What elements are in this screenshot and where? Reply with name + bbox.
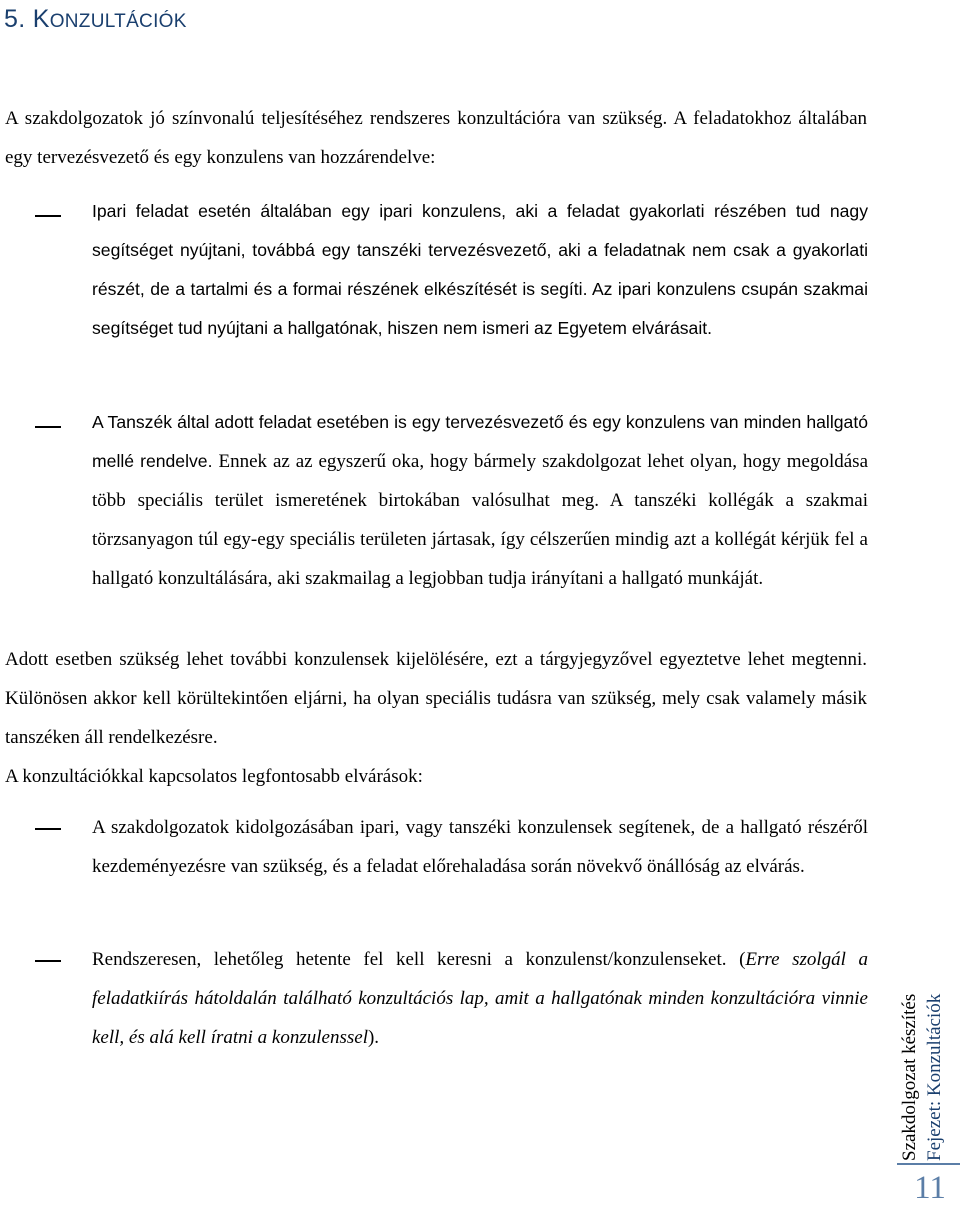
- page-footer: [897, 945, 953, 1161]
- footer-divider: [897, 1163, 960, 1165]
- chapter-name: Konzultációk: [924, 993, 945, 1097]
- list-item-initiative: A szakdolgozatok kidolgozásában ipari, vagy tanszéki konzulensek segítenek, de a hallgató részéről kezdeményezésre van szükség, és a feladat előrehaladása során növekvő önállóság az elvárás.: [92, 817, 868, 877]
- page-number: 11: [914, 1170, 946, 1206]
- regular-visits-end: ).: [367, 1027, 380, 1048]
- list-item-department-sentence-1: A Tanszék által adott feladat esetében is egy tervezésvezető és egy konzulens van minden hallgató mellé rendelve.: [92, 412, 868, 471]
- list-dash-icon: [35, 215, 61, 217]
- intro-sentence-1: A szakdolgozatok jó színvonalú teljesítéséhez rendszeres konzultációra van szükség.: [5, 108, 674, 129]
- regular-visits-note: Erre szolgál a feladatkiírás hátoldalán található konzultációs lap, amit a hallgatónak minden konzultációra vinnie kell, és alá kell íratni a konzulenssel: [92, 949, 869, 1048]
- chapter-reference: [922, 945, 947, 1161]
- chapter-title-rest: ONZULTÁCIÓK: [49, 11, 187, 32]
- chapter-title-initial: K: [32, 5, 50, 33]
- list-item-regular-visits: [92, 940, 868, 1057]
- regular-visits-sentence: Rendszeresen, lehetőleg hetente fel kell keresni a konzulenst/konzulenseket. (: [92, 949, 746, 970]
- additional-consultants-paragraph: Adott esetben szükség lehet további konzulensek kijelölésére, ezt a tárgyjegyzővel egyeztetve lehet megtenni. Különösen akkor kell körültekintően eljárni, ha olyan speciális tudásra van szükség, mely csak valamely másik tanszéken áll rendelkezésre.: [5, 649, 867, 748]
- list-item-industrial: Ipari feladat esetén általában egy ipari konzulens, aki a feladat gyakorlati részében tud nagy segítséget nyújtani, továbbá egy tanszéki tervezésvezető, aki a feladatnak nem csak a gyakorlati részét, de a tartalmi és a formai részének elkészítését is segíti. Az ipari konzulens csupán szakmai segítséget tud nyújtani a hallgatónak, hiszen nem ismeri az Egyetem elvárásait.: [92, 201, 868, 338]
- list-dash-icon: [35, 960, 61, 962]
- list-dash-icon: [35, 426, 61, 428]
- chapter-number: 5.: [4, 5, 26, 33]
- list-item-department-sentence-2: Ennek az az egyszerű oka, hogy bármely szakdolgozat lehet olyan, hogy megoldása több speciális terület ismeretének birtokában valósulhat meg. A tanszéki kollégák a szakmai törzsanyagon túl egy-egy speciális területen jártasak, így célszerűen mindig azt a kollégát kérjük fel a hallgató konzultálására, aki szakmailag a legjobban tudja irányítani a hallgató munkáját.: [92, 451, 869, 589]
- chapter-label: Fejezet:: [924, 1096, 945, 1161]
- intro-paragraph: [5, 99, 867, 177]
- intro-sentence-2: A feladatokhoz általában egy tervezésvezető és egy konzulens van hozzárendelve:: [5, 108, 867, 168]
- list-dash-icon: [35, 828, 61, 830]
- document-title: Szakdolgozat készítés: [899, 993, 920, 1161]
- expectations-intro: A konzultációkkal kapcsolatos legfontosabb elvárások:: [5, 766, 423, 787]
- chapter-heading: [4, 2, 187, 39]
- list-item-department: [92, 403, 868, 598]
